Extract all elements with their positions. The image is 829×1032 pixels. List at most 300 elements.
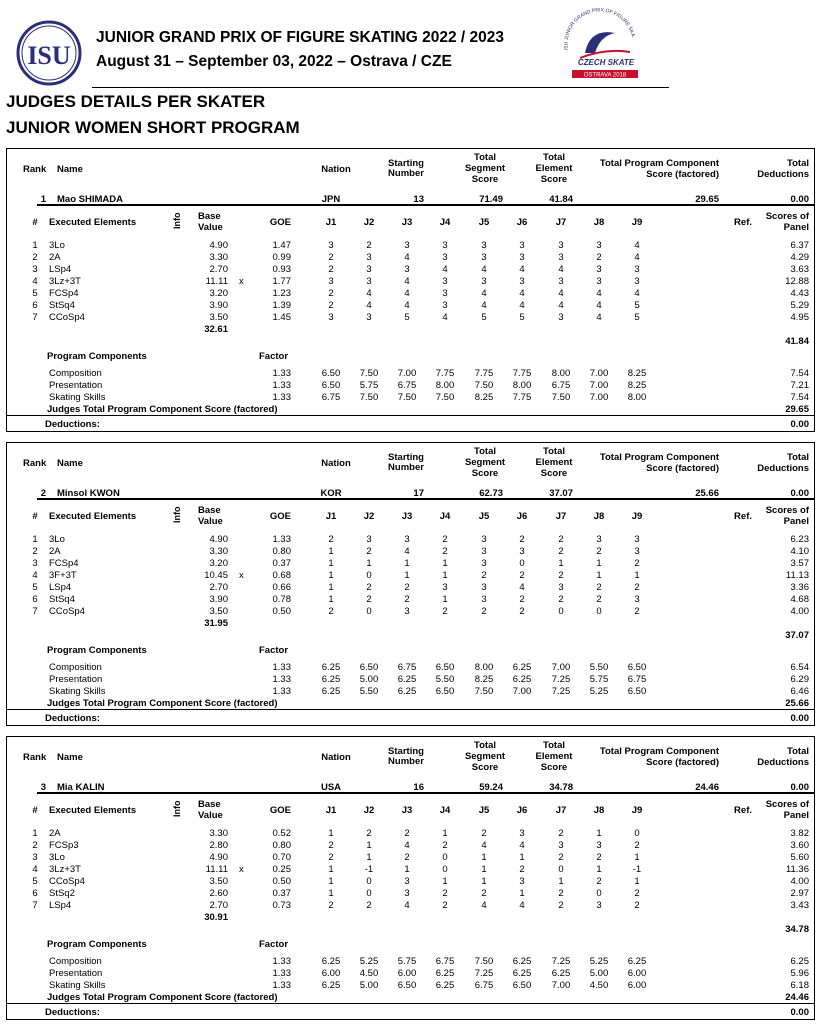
component-judge-score: 6.50 bbox=[397, 980, 417, 991]
element-goe: 0.37 bbox=[272, 558, 291, 569]
element-judge-score: 2 bbox=[328, 840, 334, 851]
component-judge-score: 7.25 bbox=[551, 686, 571, 697]
component-factor: 1.33 bbox=[272, 980, 291, 991]
element-judge-score: 4 bbox=[404, 840, 410, 851]
tpcs-header: Score (factored) bbox=[646, 757, 719, 768]
component-factor: 1.33 bbox=[272, 956, 291, 967]
panel-header: Scores of bbox=[765, 799, 809, 810]
element-base-value: 2.80 bbox=[209, 840, 228, 851]
element-judge-score: 5 bbox=[481, 312, 487, 323]
logo-czech-skate: CZECH SKATE bbox=[577, 58, 635, 67]
element-judge-score: 3 bbox=[442, 252, 448, 263]
element-base-value: 3.50 bbox=[209, 312, 228, 323]
element-panel-score: 4.43 bbox=[790, 288, 809, 299]
element-base-value: 3.50 bbox=[209, 876, 228, 887]
component-factor: 1.33 bbox=[272, 686, 291, 697]
component-panel-score: 6.25 bbox=[790, 956, 809, 967]
element-panel-score: 3.60 bbox=[790, 840, 809, 851]
component-judge-score: 7.50 bbox=[474, 956, 494, 967]
component-judge-score: 5.00 bbox=[589, 968, 609, 979]
element-judge-score: 5 bbox=[519, 312, 525, 323]
element-judge-score: 3 bbox=[404, 534, 410, 545]
ded-header: Total bbox=[787, 746, 809, 757]
element-judge-score: 1 bbox=[558, 876, 564, 887]
tpcs-header: Score (factored) bbox=[646, 463, 719, 474]
element-judge-score: 3 bbox=[558, 840, 564, 851]
element-goe: 0.50 bbox=[272, 876, 291, 887]
element-judge-score: 1 bbox=[366, 852, 372, 863]
element-judge-score: 4 bbox=[404, 300, 410, 311]
element-judge-score: 3 bbox=[481, 252, 487, 263]
skater-tss: 71.49 bbox=[479, 194, 503, 205]
element-base-value: 3.20 bbox=[209, 288, 228, 299]
element-panel-score: 3.43 bbox=[790, 900, 809, 911]
skater-pcs: 24.46 bbox=[695, 782, 719, 793]
element-judge-score: 1 bbox=[366, 840, 372, 851]
element-judge-score: 3 bbox=[596, 900, 602, 911]
tss-header: Total bbox=[474, 740, 496, 751]
element-judge-score: 3 bbox=[558, 252, 564, 263]
component-factor: 1.33 bbox=[272, 662, 291, 673]
component-judge-score: 6.00 bbox=[397, 968, 417, 979]
element-judge-score: 2 bbox=[366, 828, 372, 839]
element-judge-score: 2 bbox=[404, 828, 410, 839]
element-judge-score: 2 bbox=[519, 570, 525, 581]
element-judge-score: 2 bbox=[404, 594, 410, 605]
tpcs-header: Score (factored) bbox=[646, 169, 719, 180]
component-judge-score: 7.00 bbox=[512, 686, 532, 697]
judge-header: J9 bbox=[631, 805, 643, 816]
element-judge-score: 2 bbox=[519, 606, 525, 617]
element-judge-score: 4 bbox=[596, 300, 602, 311]
skater-rank: 3 bbox=[40, 782, 46, 793]
element-code: CCoSp4 bbox=[49, 312, 85, 323]
judge-header: J5 bbox=[478, 511, 490, 522]
skater-start-number: 17 bbox=[413, 488, 424, 499]
component-judge-score: 6.50 bbox=[359, 662, 379, 673]
component-panel-score: 6.54 bbox=[790, 662, 809, 673]
element-judge-score: 2 bbox=[404, 582, 410, 593]
element-judge-score: 0 bbox=[558, 606, 564, 617]
skater-deductions: 0.00 bbox=[790, 782, 809, 793]
element-judge-score: 3 bbox=[366, 252, 372, 263]
pcs-total-label: Judges Total Program Component Score (factored) bbox=[47, 698, 278, 709]
component-judge-score: 6.25 bbox=[321, 662, 341, 673]
element-judge-score: 2 bbox=[634, 840, 640, 851]
element-judge-score: 3 bbox=[634, 276, 640, 287]
header-rule bbox=[92, 87, 669, 88]
element-number: 7 bbox=[32, 312, 38, 323]
ref-header: Ref. bbox=[734, 511, 752, 522]
element-goe: 0.99 bbox=[272, 252, 291, 263]
element-judge-score: 3 bbox=[442, 240, 448, 251]
element-judge-score: 2 bbox=[596, 252, 602, 263]
element-goe: 1.39 bbox=[272, 300, 291, 311]
ref-header: Ref. bbox=[734, 217, 752, 228]
element-code: LSp4 bbox=[49, 582, 72, 593]
component-panel-score: 7.54 bbox=[790, 392, 809, 403]
element-code: 2A bbox=[49, 828, 61, 839]
component-judge-score: 6.50 bbox=[627, 686, 647, 697]
component-judge-score: 5.50 bbox=[589, 662, 609, 673]
judge-header: J7 bbox=[555, 511, 567, 522]
judge-header: J8 bbox=[593, 511, 605, 522]
element-base-value: 3.30 bbox=[209, 828, 228, 839]
element-judge-score: 2 bbox=[558, 900, 564, 911]
component-judge-score: 5.25 bbox=[589, 956, 609, 967]
element-number: 7 bbox=[32, 900, 38, 911]
component-judge-score: 6.25 bbox=[512, 674, 532, 685]
event-subtitle: August 31 – September 03, 2022 – Ostrava / CZE bbox=[96, 53, 452, 70]
component-factor: 1.33 bbox=[272, 368, 291, 379]
skater-name: Minsol KWON bbox=[57, 488, 120, 499]
element-base-value: 3.20 bbox=[209, 558, 228, 569]
component-judge-score: 7.25 bbox=[474, 968, 494, 979]
element-panel-score: 3.63 bbox=[790, 264, 809, 275]
component-judge-score: 5.00 bbox=[359, 980, 379, 991]
skater-tes: 34.78 bbox=[549, 782, 573, 793]
element-judge-score: 4 bbox=[558, 288, 564, 299]
component-factor: 1.33 bbox=[272, 380, 291, 391]
tes-header: Score bbox=[540, 762, 568, 773]
element-judge-score: 3 bbox=[481, 582, 487, 593]
element-judge-score: 1 bbox=[404, 558, 410, 569]
component-judge-score: 6.25 bbox=[512, 956, 532, 967]
judge-header: J8 bbox=[593, 805, 605, 816]
element-judge-score: 4 bbox=[481, 840, 487, 851]
element-judge-score: 4 bbox=[519, 840, 525, 851]
element-judge-score: 3 bbox=[404, 264, 410, 275]
panel-header: Scores of bbox=[765, 211, 809, 222]
goe-header: GOE bbox=[269, 217, 291, 228]
element-judge-score: 3 bbox=[481, 276, 487, 287]
tes-total: 34.78 bbox=[785, 924, 809, 935]
element-judge-score: 1 bbox=[481, 876, 487, 887]
element-judge-score: 4 bbox=[481, 300, 487, 311]
skater-deductions: 0.00 bbox=[790, 488, 809, 499]
element-judge-score: 2 bbox=[634, 900, 640, 911]
element-panel-score: 4.68 bbox=[790, 594, 809, 605]
element-judge-score: 3 bbox=[596, 840, 602, 851]
element-judge-score: 2 bbox=[442, 534, 448, 545]
element-number: 6 bbox=[32, 300, 38, 311]
tes-header: Total bbox=[543, 446, 565, 457]
name-header: Name bbox=[57, 752, 83, 763]
panel-header: Panel bbox=[783, 222, 809, 233]
element-judge-score: 1 bbox=[442, 876, 448, 887]
component-judge-score: 6.25 bbox=[435, 980, 455, 991]
element-judge-score: 2 bbox=[558, 546, 564, 557]
pcs-total: 24.46 bbox=[785, 992, 809, 1003]
element-judge-score: 4 bbox=[519, 300, 525, 311]
pcs-total-label: Judges Total Program Component Score (factored) bbox=[47, 992, 278, 1003]
element-judge-score: 3 bbox=[634, 546, 640, 557]
element-judge-score: 3 bbox=[519, 546, 525, 557]
element-goe: 1.33 bbox=[272, 534, 291, 545]
element-judge-score: 3 bbox=[328, 312, 334, 323]
component-judge-score: 6.50 bbox=[435, 662, 455, 673]
element-judge-score: 2 bbox=[519, 864, 525, 875]
element-judge-score: 1 bbox=[634, 570, 640, 581]
element-num-header: # bbox=[32, 805, 38, 816]
element-judge-score: 2 bbox=[481, 570, 487, 581]
element-goe: 0.93 bbox=[272, 264, 291, 275]
component-judge-score: 6.50 bbox=[435, 686, 455, 697]
program-components-header: Program Components bbox=[47, 645, 147, 656]
component-factor: 1.33 bbox=[272, 392, 291, 403]
element-judge-score: 1 bbox=[442, 570, 448, 581]
component-judge-score: 6.75 bbox=[435, 956, 455, 967]
element-judge-score: 2 bbox=[558, 594, 564, 605]
skater-name: Mia KALIN bbox=[57, 782, 105, 793]
pcs-total: 29.65 bbox=[785, 404, 809, 415]
element-base-value: 2.70 bbox=[209, 582, 228, 593]
element-judge-score: 3 bbox=[558, 276, 564, 287]
element-judge-score: 3 bbox=[596, 240, 602, 251]
skater-tes: 41.84 bbox=[549, 194, 573, 205]
element-judge-score: 1 bbox=[481, 852, 487, 863]
element-judge-score: 1 bbox=[442, 828, 448, 839]
element-judge-score: 2 bbox=[558, 570, 564, 581]
component-judge-score: 7.75 bbox=[474, 368, 494, 379]
component-judge-score: 5.00 bbox=[359, 674, 379, 685]
element-judge-score: 3 bbox=[442, 582, 448, 593]
element-number: 5 bbox=[32, 288, 38, 299]
element-judge-score: 3 bbox=[404, 876, 410, 887]
element-base-value: 4.90 bbox=[209, 240, 228, 251]
judge-header: J1 bbox=[325, 217, 337, 228]
component-judge-score: 8.00 bbox=[551, 368, 571, 379]
deductions-rule bbox=[37, 415, 814, 416]
element-judge-score: 2 bbox=[442, 546, 448, 557]
component-judge-score: 6.75 bbox=[551, 380, 571, 391]
element-judge-score: 3 bbox=[328, 276, 334, 287]
element-judge-score: 3 bbox=[481, 240, 487, 251]
base-value-header: Value bbox=[198, 810, 223, 821]
component-judge-score: 6.50 bbox=[512, 980, 532, 991]
element-code: LSp4 bbox=[49, 264, 72, 275]
element-code: StSq4 bbox=[49, 300, 75, 311]
component-panel-score: 6.46 bbox=[790, 686, 809, 697]
judge-header: J7 bbox=[555, 805, 567, 816]
element-judge-score: 3 bbox=[634, 264, 640, 275]
judge-header: J1 bbox=[325, 511, 337, 522]
base-value-header: Value bbox=[198, 222, 223, 233]
element-judge-score: 4 bbox=[558, 300, 564, 311]
element-judge-score: 2 bbox=[442, 606, 448, 617]
element-code: FCSp4 bbox=[49, 558, 79, 569]
component-name: Skating Skills bbox=[49, 686, 106, 697]
component-judge-score: 6.75 bbox=[397, 380, 417, 391]
element-base-value: 3.90 bbox=[209, 300, 228, 311]
component-judge-score: 6.00 bbox=[321, 968, 341, 979]
element-judge-score: 1 bbox=[442, 594, 448, 605]
element-code: 3Lo bbox=[49, 240, 65, 251]
element-judge-score: 3 bbox=[558, 240, 564, 251]
component-judge-score: 7.00 bbox=[589, 368, 609, 379]
component-judge-score: 6.25 bbox=[512, 662, 532, 673]
element-judge-score: 3 bbox=[634, 534, 640, 545]
element-goe: 0.37 bbox=[272, 888, 291, 899]
element-judge-score: -1 bbox=[364, 864, 374, 875]
tes-header: Total bbox=[543, 740, 565, 751]
deductions-label: Deductions: bbox=[45, 713, 100, 724]
component-judge-score: 7.25 bbox=[551, 674, 571, 685]
component-judge-score: 7.00 bbox=[551, 662, 571, 673]
component-judge-score: 8.00 bbox=[474, 662, 494, 673]
element-judge-score: 2 bbox=[558, 534, 564, 545]
tpcs-header: Total Program Component bbox=[599, 746, 719, 757]
element-number: 6 bbox=[32, 594, 38, 605]
element-num-header: # bbox=[32, 217, 38, 228]
element-judge-score: 4 bbox=[404, 252, 410, 263]
element-judge-score: 4 bbox=[404, 900, 410, 911]
goe-header: GOE bbox=[269, 805, 291, 816]
component-judge-score: 6.75 bbox=[321, 392, 341, 403]
judge-header: J1 bbox=[325, 805, 337, 816]
element-judge-score: 4 bbox=[519, 582, 525, 593]
element-judge-score: 2 bbox=[328, 534, 334, 545]
element-goe: 1.77 bbox=[272, 276, 291, 287]
deductions-total: 0.00 bbox=[790, 1007, 809, 1018]
tes-header: Element bbox=[535, 751, 573, 762]
element-number: 1 bbox=[32, 240, 38, 251]
element-base-value: 3.30 bbox=[209, 252, 228, 263]
skater-block bbox=[6, 148, 815, 432]
tss-header: Total bbox=[474, 152, 496, 163]
executed-elements-header: Executed Elements bbox=[49, 805, 137, 816]
logo-ostrava: OSTRAVA 2018 bbox=[583, 72, 627, 79]
component-panel-score: 5.96 bbox=[790, 968, 809, 979]
component-judge-score: 7.00 bbox=[551, 980, 571, 991]
element-base-value: 2.70 bbox=[209, 264, 228, 275]
element-judge-score: 2 bbox=[596, 582, 602, 593]
element-code: 2A bbox=[49, 546, 61, 557]
tes-header: Element bbox=[535, 163, 573, 174]
component-judge-score: 7.00 bbox=[589, 392, 609, 403]
element-judge-score: 1 bbox=[634, 852, 640, 863]
element-judge-score: 3 bbox=[519, 240, 525, 251]
tes-header: Total bbox=[543, 152, 565, 163]
element-judge-score: 2 bbox=[634, 582, 640, 593]
ded-header: Deductions bbox=[757, 757, 809, 768]
element-code: CCoSp4 bbox=[49, 876, 85, 887]
element-judge-score: 0 bbox=[442, 864, 448, 875]
element-panel-score: 4.95 bbox=[790, 312, 809, 323]
element-judge-score: 2 bbox=[328, 900, 334, 911]
component-factor: 1.33 bbox=[272, 674, 291, 685]
judge-header: J6 bbox=[516, 511, 528, 522]
skater-tss: 59.24 bbox=[479, 782, 503, 793]
component-judge-score: 7.50 bbox=[474, 380, 494, 391]
element-judge-score: 3 bbox=[634, 594, 640, 605]
tss-header: Score bbox=[471, 762, 499, 773]
element-number: 4 bbox=[32, 276, 38, 287]
judge-header: J3 bbox=[401, 217, 413, 228]
element-judge-score: 3 bbox=[366, 534, 372, 545]
element-goe: 0.73 bbox=[272, 900, 291, 911]
element-judge-score: 2 bbox=[519, 594, 525, 605]
element-judge-score: 3 bbox=[404, 888, 410, 899]
component-panel-score: 7.54 bbox=[790, 368, 809, 379]
skater-rank: 2 bbox=[40, 488, 46, 499]
element-judge-score: 3 bbox=[519, 828, 525, 839]
base-value-total: 30.91 bbox=[204, 912, 228, 923]
element-judge-score: 4 bbox=[519, 264, 525, 275]
base-value-header: Base bbox=[198, 505, 221, 516]
judge-header: J3 bbox=[401, 511, 413, 522]
element-judge-score: 5 bbox=[404, 312, 410, 323]
skater-pcs: 29.65 bbox=[695, 194, 719, 205]
ded-header: Total bbox=[787, 452, 809, 463]
component-judge-score: 4.50 bbox=[589, 980, 609, 991]
element-code: 3Lo bbox=[49, 534, 65, 545]
element-base-value: 3.50 bbox=[209, 606, 228, 617]
element-judge-score: 1 bbox=[596, 558, 602, 569]
judge-header: J7 bbox=[555, 217, 567, 228]
isu-logo-text: ISU bbox=[27, 41, 71, 70]
judge-header: J9 bbox=[631, 217, 643, 228]
element-judge-score: 1 bbox=[328, 864, 334, 875]
element-number: 6 bbox=[32, 888, 38, 899]
component-judge-score: 6.50 bbox=[321, 380, 341, 391]
component-factor: 1.33 bbox=[272, 968, 291, 979]
tss-header: Segment bbox=[464, 163, 506, 174]
element-judge-score: 2 bbox=[596, 594, 602, 605]
component-judge-score: 6.25 bbox=[397, 674, 417, 685]
element-judge-score: 4 bbox=[481, 264, 487, 275]
tes-total: 37.07 bbox=[785, 630, 809, 641]
element-judge-score: 3 bbox=[481, 558, 487, 569]
start-header: Number bbox=[388, 462, 424, 473]
element-panel-score: 6.23 bbox=[790, 534, 809, 545]
element-judge-score: 4 bbox=[519, 288, 525, 299]
element-judge-score: 3 bbox=[519, 876, 525, 887]
element-judge-score: 4 bbox=[481, 900, 487, 911]
pcs-total-label: Judges Total Program Component Score (factored) bbox=[47, 404, 278, 415]
element-judge-score: 2 bbox=[328, 252, 334, 263]
element-judge-score: 1 bbox=[481, 864, 487, 875]
component-judge-score: 5.50 bbox=[435, 674, 455, 685]
element-judge-score: 2 bbox=[634, 888, 640, 899]
element-number: 1 bbox=[32, 534, 38, 545]
deductions-total: 0.00 bbox=[790, 713, 809, 724]
element-code: CCoSp4 bbox=[49, 606, 85, 617]
factor-header: Factor bbox=[259, 351, 289, 362]
element-judge-score: 2 bbox=[366, 546, 372, 557]
element-goe: 0.80 bbox=[272, 840, 291, 851]
component-judge-score: 7.00 bbox=[397, 368, 417, 379]
nation-header: Nation bbox=[321, 164, 351, 175]
component-judge-score: 6.25 bbox=[397, 686, 417, 697]
component-name: Presentation bbox=[49, 380, 103, 391]
element-judge-score: 2 bbox=[328, 300, 334, 311]
element-judge-score: 1 bbox=[558, 558, 564, 569]
element-judge-score: 3 bbox=[596, 534, 602, 545]
judge-header: J9 bbox=[631, 511, 643, 522]
ded-header: Total bbox=[787, 158, 809, 169]
element-code: FCSp3 bbox=[49, 840, 79, 851]
component-judge-score: 7.50 bbox=[474, 686, 494, 697]
start-header: Number bbox=[388, 168, 424, 179]
component-name: Skating Skills bbox=[49, 980, 106, 991]
element-base-value: 10.45 bbox=[204, 570, 228, 581]
deductions-rule bbox=[37, 709, 814, 710]
element-goe: 0.68 bbox=[272, 570, 291, 581]
skater-deductions: 0.00 bbox=[790, 194, 809, 205]
element-judge-score: 1 bbox=[519, 852, 525, 863]
element-panel-score: 11.36 bbox=[785, 864, 809, 875]
